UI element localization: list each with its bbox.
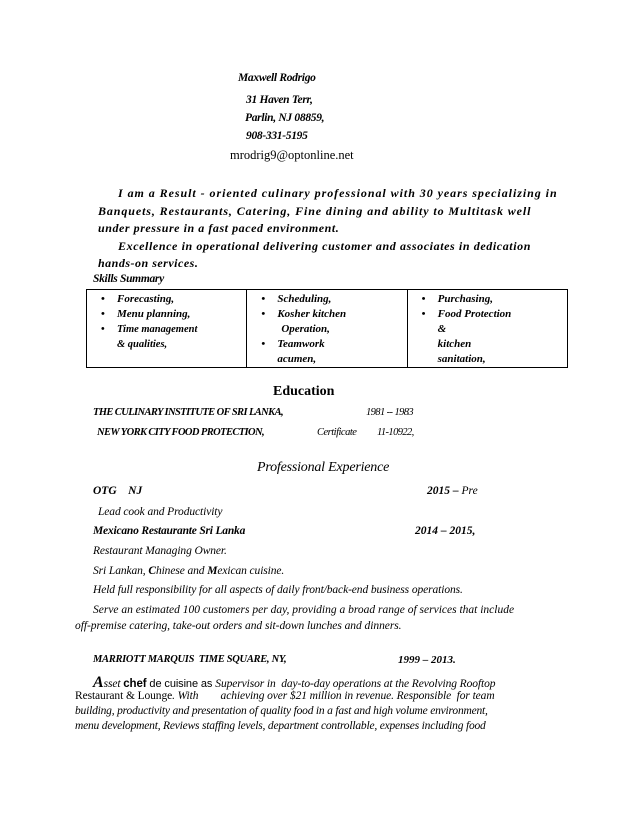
job-3-text: de cuisine as	[146, 678, 216, 690]
job-3-line-3: building, productivity and presentation of quality food in a fast and high volume environment,	[75, 705, 488, 717]
candidate-name: Maxwell Rodrigo	[238, 72, 316, 84]
drop-letter: A	[93, 674, 104, 691]
address-city: Parlin, NJ 08859,	[245, 112, 325, 124]
education-heading: Education	[273, 384, 335, 399]
education-certificate-label: Certificate	[317, 427, 357, 438]
cuisine-text: exican cuisine.	[217, 565, 285, 577]
job-1-role: Lead cook and Productivity	[98, 506, 223, 518]
skill-item: • Forecasting,	[117, 292, 246, 307]
cuisine-text: Sri Lankan,	[93, 565, 149, 577]
skill-item-continued: sanitation,	[437, 353, 486, 365]
job-2-dates: 2014 – 2015,	[415, 525, 476, 537]
objective-line-1: I am a Result - oriented culinary professional with 30 years specializing in	[118, 186, 558, 200]
job-3-company: MARRIOTT MARQUIS TIME SQUARE, NY,	[93, 654, 287, 665]
experience-heading: Professional Experience	[257, 460, 390, 475]
chef-word: chef	[123, 678, 147, 690]
objective-line-5: hands-on services.	[98, 256, 199, 270]
address-street: 31 Haven Terr,	[246, 94, 313, 106]
job-3-line-4: menu development, Reviews staffing levels, department controllable, expenses including food	[75, 720, 486, 732]
skill-item: • Food Protection	[438, 307, 567, 322]
job-1-company: OTG NJ	[93, 485, 143, 497]
email-link[interactable]: mrodrig9@optonline.net	[230, 148, 354, 162]
education-dates-1: 1981 -- 1983	[366, 407, 414, 418]
job-2-service-line-2: off-premise catering, take-out orders and sit-down lunches and dinners.	[75, 620, 402, 632]
job-1-year: 2015 –	[427, 485, 459, 497]
job-1-end: Pre	[461, 485, 478, 497]
job-2-role: Restaurant Managing Owner.	[93, 545, 227, 557]
skill-item-continued: kitchen	[437, 338, 472, 350]
cuisine-letter: C	[148, 565, 156, 577]
skill-item-continued: & qualities,	[117, 339, 168, 350]
objective-line-4: Excellence in operational delivering customer and associates in dedication	[118, 239, 532, 253]
objective-line-3: under pressure in a fast paced environment.	[98, 221, 340, 235]
education-school-2: NEW YORK CITY FOOD PROTECTION,	[97, 427, 265, 438]
phone-number: 908-331-5195	[246, 130, 308, 142]
job-2-service-line-1: Serve an estimated 100 customers per day, providing a broad range of services that include	[93, 604, 515, 616]
job-3-line-2	[75, 690, 495, 702]
objective-line-2: Banquets, Restaurants, Catering, Fine dining and ability to Multitask well	[98, 204, 532, 218]
job-3-text: Supervisor in day-to-day operations at the Revolving Rooftop	[215, 678, 496, 690]
job-3-text: . With achieving over $21 million in revenue. Responsible for team	[172, 690, 495, 702]
skills-column-2	[247, 290, 407, 368]
skill-item: • Menu planning,	[117, 307, 246, 322]
skill-item: • Scheduling,	[277, 292, 406, 307]
skill-item: • Time management	[117, 322, 246, 337]
skill-item-continued: Operation,	[281, 323, 330, 335]
skills-column-3	[407, 290, 567, 368]
restaurant-name: Restaurant & Lounge	[75, 690, 173, 702]
skills-table	[86, 289, 568, 368]
cuisine-letter: M	[207, 565, 218, 577]
skills-column-1	[87, 290, 247, 368]
skills-title: Skills Summary	[93, 273, 164, 285]
education-school-1: THE CULINARY INSTITUTE OF SRI LANKA,	[93, 407, 283, 418]
skill-item: • Purchasing,	[438, 292, 567, 307]
skill-item-continued: &	[437, 323, 447, 335]
job-2-company: Mexicano Restaurante Sri Lanka	[93, 525, 246, 537]
skill-item-continued: acumen,	[277, 353, 317, 365]
job-2-responsibility: Held full responsibility for all aspects of daily front/back-end business operations.	[93, 584, 463, 596]
education-certificate-number: 11-10922,	[377, 427, 414, 438]
job-3-dates: 1999 – 2013.	[398, 654, 456, 666]
skill-item: • Teamwork	[277, 337, 406, 352]
job-3-text: sset	[103, 678, 124, 690]
job-2-cuisine	[93, 565, 284, 577]
cuisine-text: hinese and	[155, 565, 208, 577]
skill-item: • Kosher kitchen	[277, 307, 406, 322]
job-1-dates	[427, 485, 478, 497]
